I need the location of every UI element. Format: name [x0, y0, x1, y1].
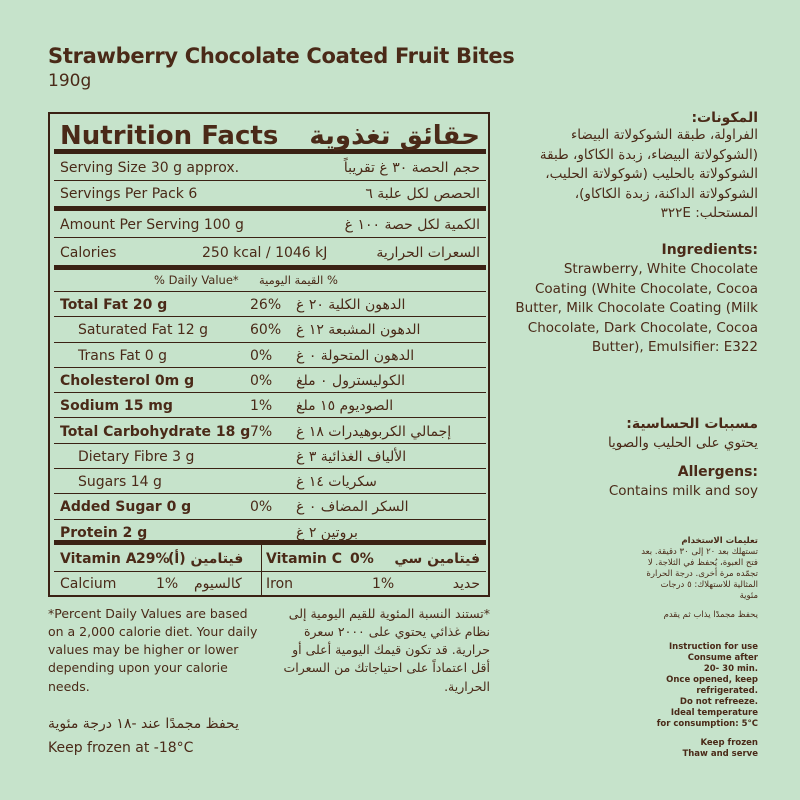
calcium-ar: كالسيوم: [194, 576, 242, 592]
allergens-ar-title: مسببات الحساسية:: [626, 416, 758, 432]
daily-value-en: % Daily Value*: [154, 273, 239, 287]
nutrient-row: [54, 343, 486, 368]
instruction-line: 20- 30 min.: [703, 664, 758, 675]
nutrient-row: [54, 419, 486, 444]
nutrient-label-ar: الدهون الكلية ٢٠ غ: [296, 297, 406, 313]
nutrient-label-ar: السكر المضاف ٠ غ: [296, 499, 409, 516]
nutrient-pct: 60%: [250, 322, 282, 339]
instruction-line: Ideal temperature: [670, 708, 758, 719]
keep-frozen-ar: يحفظ مجمدًا يذاب ثم يقدم: [663, 610, 758, 621]
vitamin-a-pct: 29%: [136, 551, 170, 567]
nutrient-pct: 1%: [250, 398, 273, 415]
vitamin-divider: [261, 545, 262, 595]
nutrient-row: [54, 469, 486, 494]
nutrient-row: [54, 292, 486, 317]
allergens-en-text: Contains milk and soy: [608, 483, 758, 499]
nutrient-label-en: Added Sugar 0 g: [60, 499, 192, 516]
instruction-line: Once opened, keep: [666, 675, 758, 686]
nutrient-label-ar: الدهون المتحولة ٠ غ: [296, 347, 415, 364]
instructions-en-lines: [640, 653, 758, 730]
nutrition-header-en: Nutrition Facts: [60, 121, 279, 151]
nutrient-row: [54, 444, 486, 469]
nutrient-label-ar: الصوديوم ١٥ ملغ: [296, 398, 394, 415]
ingredients-ar-title: المكونات:: [691, 110, 758, 126]
vitamin-c-pct: 0%: [350, 551, 374, 567]
nutrient-label-ar: سكريات ١٤ غ: [296, 474, 377, 491]
nutrient-label-en: Saturated Fat 12 g: [78, 322, 209, 339]
nutrient-pct: 0%: [250, 347, 273, 364]
allergens-ar-section: [512, 416, 758, 454]
nutrient-label-ar: إجمالي الكربوهيدرات ١٨ غ: [296, 423, 452, 440]
vitamin-a-en: Vitamin A: [60, 551, 137, 567]
servings-per-pack-en: Servings Per Pack 6: [60, 186, 198, 202]
keep-frozen-en: [640, 738, 758, 760]
nutrient-row: [54, 520, 486, 545]
ingredients-en-text: Strawberry, White Chocolate Coating (White Chocolate, Cocoa Butter, Milk Chocolate Coating (Milk Chocolate, Dark Chocolate, Cocoa Butter), Emulsifier: E322: [515, 261, 758, 356]
nutrient-row: [54, 393, 486, 418]
nutrition-facts-panel: [48, 112, 490, 597]
ingredients-ar-text: الفراولة، طبقة الشوكولاتة البيضاء (الشوكولاتة البيضاء، زبدة الكاكاو، طبقة الشوكولاتة بالحليب (شوكولاتة الحليب، الشوكولاتة الداكنة، زبدة الكاكاو)، المستحلب: ٣٢٢E: [539, 127, 758, 222]
vitamin-c-ar: فيتامين سي: [394, 551, 480, 567]
vitamin-c-en: Vitamin C: [266, 551, 343, 567]
calcium-pct: 1%: [156, 576, 179, 592]
instructions-en-section: [640, 642, 758, 760]
nutrition-header-ar: حقائق تغذوية: [309, 121, 480, 151]
allergens-en-title: Allergens:: [677, 464, 758, 480]
calories-en: Calories: [60, 245, 117, 261]
nutrient-label-ar: الألياف الغذائية ٣ غ: [296, 448, 407, 465]
nutrient-label-ar: الدهون المشبعة ١٢ غ: [296, 322, 421, 339]
daily-value-ar: % القيمة اليومية: [259, 273, 338, 287]
serving-size-row: [54, 154, 486, 181]
nutrient-label-en: Dietary Fibre 3 g: [78, 448, 195, 465]
iron-ar: حديد: [452, 576, 480, 592]
nutrient-label-ar: الكوليسترول ٠ ملغ: [296, 372, 406, 389]
product-title: Strawberry Chocolate Coated Fruit Bites: [48, 44, 515, 68]
storage-ar: يحفظ مجمدًا عند -١٨ درجة مئوية: [48, 716, 239, 732]
allergens-ar-text: يحتوي على الحليب والصويا: [607, 435, 758, 451]
instructions-ar-title: تعليمات الاستخدام: [681, 536, 758, 546]
ingredients-ar-section: [512, 110, 758, 224]
calories-ar: السعرات الحرارية: [376, 245, 480, 261]
keep-frozen-line: Thaw and serve: [682, 749, 758, 760]
nutrient-label-ar: بروتين ٢ غ: [296, 524, 358, 541]
serving-size-ar: حجم الحصة ٣٠ غ تقريباً: [343, 160, 480, 176]
amount-per-serving-en: Amount Per Serving 100 g: [60, 217, 244, 233]
product-weight: 190g: [48, 71, 92, 91]
nutrient-label-en: Sugars 14 g: [78, 474, 162, 491]
instructions-ar-text: تستهلك بعد ٢٠ إلى ٣٠ دقيقة. بعد فتح العبوة، يُحفظ في الثلاجة. لا تجمّده مرة أخرى. درجة الحرارة المثالية للاستهلاك: ٥ درجات مئوية: [641, 547, 758, 602]
nutrient-row: [54, 317, 486, 342]
keep-frozen-line: Keep frozen: [700, 738, 758, 749]
nutrient-pct: 0%: [250, 499, 273, 516]
allergens-en-section: [512, 464, 758, 502]
nutrient-row: [54, 368, 486, 393]
instruction-line: refrigerated.: [696, 686, 758, 697]
nutrient-label-en: Trans Fat 0 g: [78, 347, 167, 364]
nutrient-label-en: Sodium 15 mg: [60, 398, 173, 415]
footnote-en: *Percent Daily Values are based on a 2,000 calorie diet. Your daily values may be higher or lower depending upon your calorie needs.: [48, 606, 258, 694]
serving-size-en: Serving Size 30 g approx.: [60, 160, 240, 176]
instruction-line: for consumption: 5°C: [656, 719, 758, 730]
calcium-en: Calcium: [60, 576, 117, 592]
calories-value: 250 kcal / 1046 kJ: [202, 245, 328, 261]
ingredients-en-section: [512, 242, 758, 358]
nutrient-label-en: Protein 2 g: [60, 524, 148, 541]
servings-per-pack-ar: الحصص لكل علبة ٦: [365, 186, 480, 202]
nutrient-label-en: Cholesterol 0m g: [60, 372, 195, 389]
calories-row: [54, 238, 486, 270]
nutrient-label-en: Total Fat 20 g: [60, 297, 168, 313]
instruction-line: Consume after: [687, 653, 758, 664]
nutrient-label-en: Total Carbohydrate 18 g: [60, 423, 251, 440]
nutrient-pct: 7%: [250, 423, 273, 440]
vitamin-a-c-row: [54, 545, 486, 572]
daily-value-row: [54, 270, 486, 292]
ingredients-en-title: Ingredients:: [661, 242, 758, 258]
nutrient-row: [54, 494, 486, 519]
nutrition-header-row: [54, 114, 486, 154]
servings-per-pack-row: [54, 181, 486, 211]
iron-en: Iron: [266, 576, 294, 592]
amount-per-serving-ar: الكمية لكل حصة ١٠٠ غ: [344, 217, 480, 233]
calcium-iron-row: [54, 572, 486, 595]
instructions-ar-section: [640, 536, 758, 621]
nutrient-pct: 0%: [250, 372, 273, 389]
instructions-en-title: Instruction for use: [668, 642, 758, 652]
nutrient-pct: 26%: [250, 297, 282, 313]
vitamin-a-ar: فيتامين (أ): [168, 551, 244, 567]
instruction-line: Do not refreeze.: [679, 697, 758, 708]
iron-pct: 1%: [372, 576, 395, 592]
amount-per-serving-row: [54, 211, 486, 238]
footnote-ar: *تستند النسبة المئوية للقيم اليومية إلى نظام غذائي يحتوي على ٢٠٠٠ سعرة حرارية. قد تكون قيمك اليومية أعلى أو أقل اعتماداً على احتياجاتك من السعرات الحرارية.: [283, 606, 490, 694]
storage-en: Keep frozen at -18°C: [48, 740, 194, 756]
